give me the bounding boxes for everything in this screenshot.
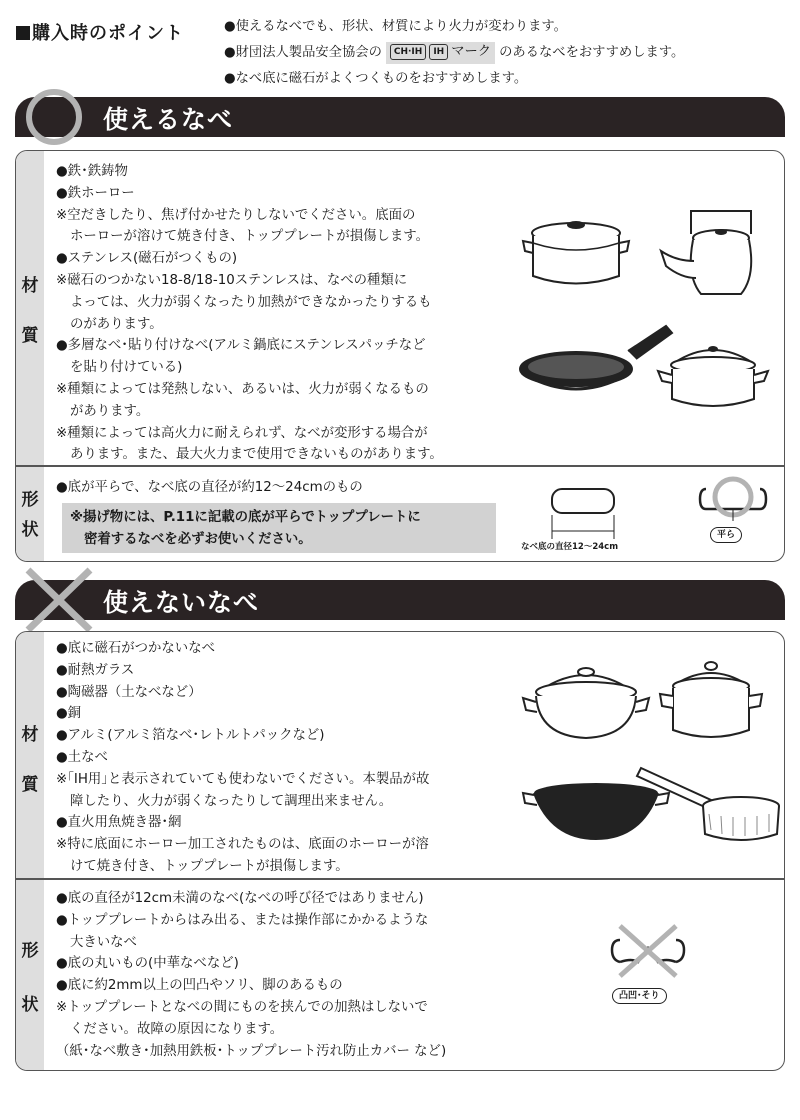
unusable-material-text: ●底に磁石がつかないなべ ●耐熱ガラス ●陶磁器（土なべなど） ●銅 ●アルミ(アルミ箔なべ･レトルトパックなど) ●土なべ ※｢IH用｣と表示されていても使わないでください。本製品が故 障したり、火力が弱くなったりして調理出来ません。 ●直火用魚焼き器･網 ※特に底面にホーロー加工されたものは、底面のホーローが溶 けて焼き付き、トッププレートが損傷します。 (56, 641, 430, 874)
unusable-title: 使えないなべ (103, 588, 260, 617)
enamel-pot-illustration (656, 658, 766, 743)
unusable-banner (15, 580, 785, 620)
kettle-illustration (656, 206, 766, 301)
circle-ok-icon (26, 89, 82, 145)
unusable-panel (15, 631, 785, 1071)
square-bullet-icon (16, 26, 30, 40)
divider (16, 878, 784, 880)
pot-illustration (521, 211, 631, 291)
usable-banner (15, 97, 785, 137)
shape-side (16, 880, 44, 1071)
usable-panel (15, 150, 785, 562)
material-label-2: 質 (21, 775, 39, 795)
material-label-1: 材 (21, 276, 39, 296)
material-side (16, 632, 44, 879)
shape-label-2: 状 (21, 995, 39, 1015)
shape-label-2: 状 (21, 520, 39, 540)
diameter-caption: なべ底の直径12～24cm (521, 542, 619, 552)
material-side (16, 151, 44, 466)
usable-shape-line: ●底が平らで、なべ底の直径が約12～24cmのもの (56, 480, 363, 495)
shape-label-1: 形 (21, 490, 39, 510)
flat-bottom-pot-illustration (538, 481, 628, 541)
point-line: ●財団法人製品安全協会の CH·IH IH マーク のあるなべをおすすめします。 (224, 42, 684, 64)
unusable-shape-text: ●底の直径が12cm未満のなべ(なべの呼び径ではありません) ●トッププレートからはみ出る、または操作部にかかるような 大きいなべ ●底の丸いもの(中華なべなど) ●底に約2mm以上の凹凸やソリ、脚のあるもの ※トッププレートとなべの間にものを挟んでの加熱はしないで ください。故障の原因になります。 （紙･なべ敷き･加熱用鉄板･トッププレート汚れ防止カバー など) (56, 891, 447, 1059)
point-line: ●なべ底に磁石がよくつくものをおすすめします。 (224, 71, 528, 86)
purchase-points (16, 16, 796, 88)
frying-pan-illustration (516, 321, 676, 401)
flat-badge: 平ら (710, 527, 742, 543)
casserole-illustration (656, 341, 771, 416)
cross-ng-icon (22, 564, 96, 636)
sg-mark: CH·IH IH マーク (386, 42, 495, 64)
flat-check-illustration (698, 473, 768, 523)
shape-side (16, 467, 44, 562)
shape-label-1: 形 (21, 941, 39, 961)
material-label-1: 材 (21, 725, 39, 745)
sg-ih-mark-icon: IH (429, 44, 448, 60)
material-label-2: 質 (21, 326, 39, 346)
sg-ch-ih-mark-icon: CH·IH (390, 44, 426, 60)
usable-material-text: ●鉄･鉄鋳物 ●鉄ホーロー ※空だきしたり、焦げ付かせたりしないでください。底面の ホーローが溶けて焼き付き、トッププレートが損傷します。 ●ステンレス(磁石がつくもの) ※磁石のつかない18-8/18-10ステンレスは、なべの種類に よっては、火力が弱くなったり加熱ができなかったりするも のがあります。 ●多層なべ･貼り付けなべ(アルミ鍋底にステンレスパッチなど を貼り付けている) ※種類によっては発熱しない、あるいは、火力が弱くなるもの があります。 ※種類によっては高火力に耐えられず、なべが変形する場合が あります。また、最大火力まで使用できないものがあります。 (56, 164, 443, 463)
saucepan-illustration (631, 760, 781, 845)
point-line: ●使えるなべでも、形状、材質により火力が変わります。 (224, 19, 567, 34)
clay-pot-illustration (521, 662, 651, 742)
warped-pot-ng-illustration (608, 920, 688, 982)
usable-title: 使えるなべ (103, 105, 234, 134)
purchase-points-title: 購入時のポイント (16, 19, 184, 45)
warp-badge: 凸凹･そり (612, 988, 667, 1004)
usable-shape-note: ※揚げ物には、P.11に記載の底が平らでトッププレートに 密着するなべを必ずお使いください。 (62, 503, 496, 553)
